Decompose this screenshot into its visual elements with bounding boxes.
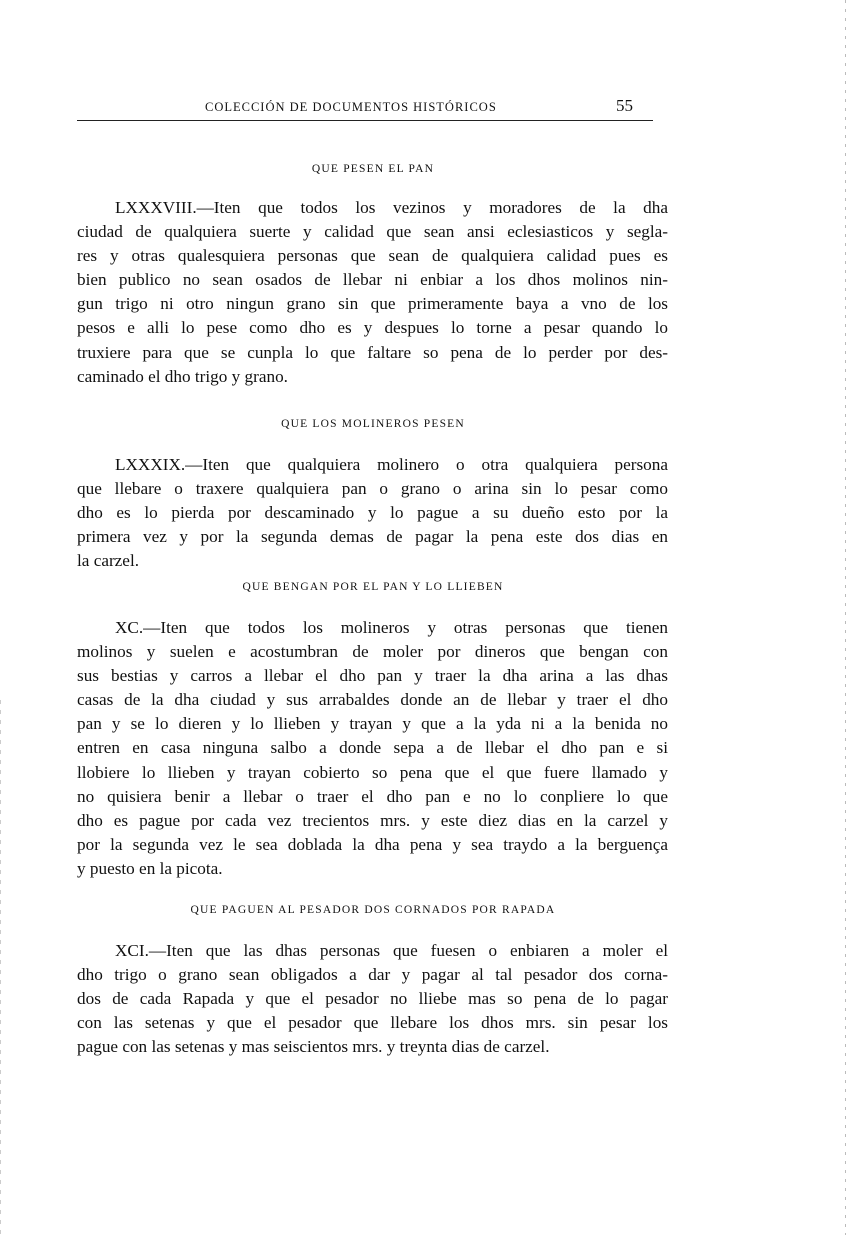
page-number: 55 xyxy=(616,96,633,115)
text-line: XCI.—Iten que las dhas personas que fuesen o enbiaren a moler el xyxy=(115,941,668,960)
text-line: casas de la dha ciudad y sus arrabaldes donde an de llebar y traer el dho xyxy=(77,690,668,710)
text-line: por la segunda vez le sea doblada la dha pena y sea traydo a la berguença xyxy=(77,834,668,854)
page-header xyxy=(77,96,653,121)
text-line: no quisiera benir a llebar o traer el dho pan e no lo conpliere lo que xyxy=(77,786,668,806)
text-line: la carzel. xyxy=(77,551,140,571)
text-line: pesos e alli lo pese como dho es y despues lo torne a pesar quando lo xyxy=(77,318,668,338)
text-line: LXXXVIII.—Iten que todos los vezinos y moradores de la dha xyxy=(115,198,668,217)
paragraph-lxxxviii xyxy=(77,196,668,389)
text-line: dos de cada Rapada y que el pesador no lliebe mas so pena de lo pagar xyxy=(77,989,668,1009)
paragraph-xci xyxy=(77,939,668,1059)
text-line: molinos y suelen e acostumbran de moler por dineros que bengan con xyxy=(77,642,668,662)
text-line: con las setenas y que el pesador que llebare los dhos mrs. sin pesar los xyxy=(77,1013,668,1033)
paragraph-lxxxix xyxy=(77,453,668,573)
text-line: pague con las setenas y mas seiscientos mrs. y treynta dias de carzel. xyxy=(77,1037,550,1057)
text-line: y puesto en la picota. xyxy=(77,858,223,878)
text-line: gun trigo ni otro ningun grano sin que primeramente baya a vno de los xyxy=(77,294,668,314)
text-line: XC.—Iten que todos los molineros y otras personas que tienen xyxy=(115,618,668,637)
text-line: res y otras qualesquiera personas que sean de qualquiera calidad pues es xyxy=(77,246,668,266)
scan-edge xyxy=(845,0,846,1235)
text-line: bien publico no sean osados de llebar ni enbiar a los dhos molinos nin- xyxy=(77,270,668,290)
text-line: pan y se lo dieren y lo llieben y trayan y que a la yda ni a la benida no xyxy=(77,714,668,734)
text-line: ciudad de qualquiera suerte y calidad que sean ansi eclesiasticos y segla- xyxy=(77,222,668,242)
text-line: sus bestias y carros a llebar el dho pan y traer la dha arina a las dhas xyxy=(77,666,668,686)
section-heading: QUE LOS MOLINEROS PESEN xyxy=(281,418,465,430)
section-heading: QUE BENGAN POR EL PAN Y LO LLIEBEN xyxy=(242,581,504,593)
text-line: primera vez y por la segunda demas de pagar la pena este dos dias en xyxy=(77,527,668,547)
section-heading: QUE PAGUEN AL PESADOR DOS CORNADOS POR RAPADA xyxy=(190,904,556,916)
text-line: que llebare o traxere qualquiera pan o grano o arina sin lo pesar como xyxy=(77,479,668,499)
text-line: dho es pague por cada vez trecientos mrs. y este diez dias en la carzel y xyxy=(77,810,668,830)
text-line: dho trigo o grano sean obligados a dar y pagar al tal pesador dos corna- xyxy=(77,965,668,985)
running-title: COLECCIÓN DE DOCUMENTOS HISTÓRICOS xyxy=(205,100,497,114)
text-line: entren en casa ninguna salbo a donde sepa a de llebar el dho pan e si xyxy=(77,738,668,758)
section-heading: QUE PESEN EL PAN xyxy=(311,163,435,175)
text-line: truxiere para que se cunpla lo que faltare so pena de lo perder por des- xyxy=(77,342,668,362)
scan-edge-left xyxy=(0,700,1,1235)
text-line: caminado el dho trigo y grano. xyxy=(77,366,288,386)
paragraph-xc xyxy=(77,616,668,881)
text-line: dho es lo pierda por descaminado y lo pague a su dueño esto por la xyxy=(77,503,668,523)
text-line: LXXXIX.—Iten que qualquiera molinero o otra qualquiera persona xyxy=(115,455,668,474)
text-line: llobiere lo llieben y trayan cobierto so pena que el que fuere llamado y xyxy=(77,762,668,782)
